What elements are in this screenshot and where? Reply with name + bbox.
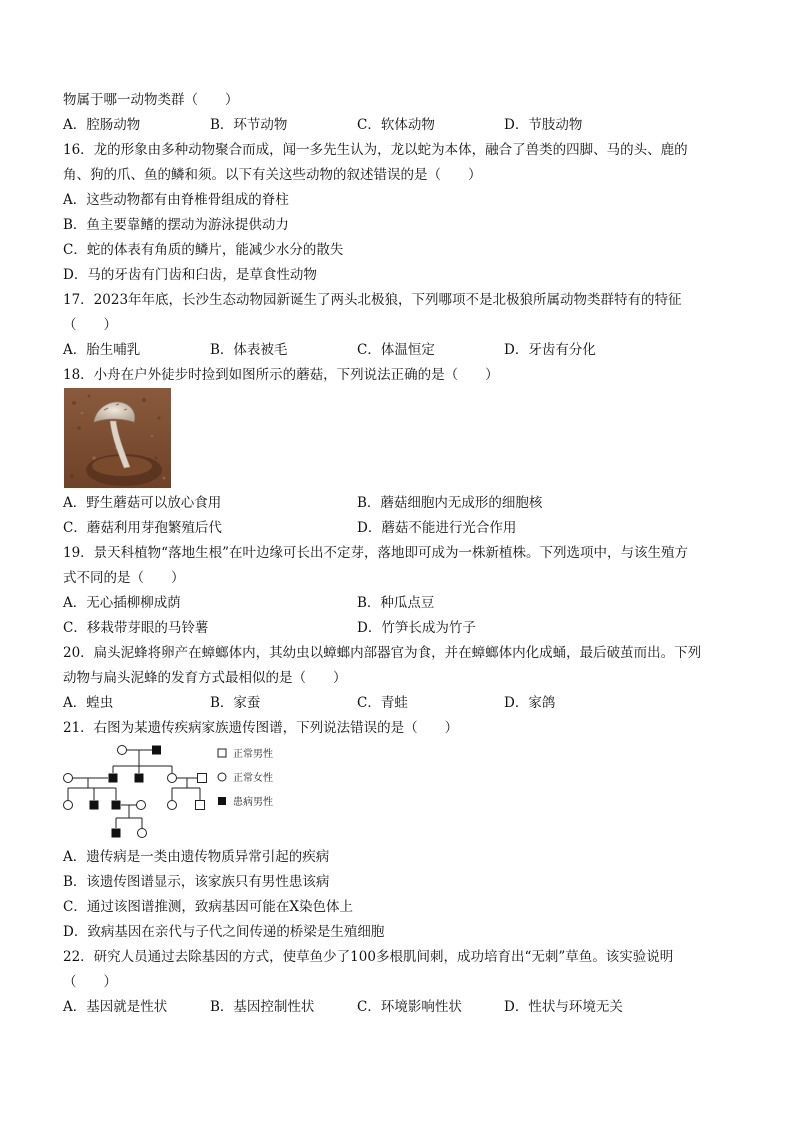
legend-female-normal-label: 正常女性 [233, 773, 273, 784]
q21-option-a: A．遗传病是一类由遗传物质异常引起的疾病 [63, 849, 330, 865]
q19-stem-line1: 19．景天科植物“落地生根”在叶边缘可长出不定芽，落地即可成为一株新植株。下列选项中，与该生殖方 [63, 545, 688, 561]
pedigree-male-affected [135, 774, 144, 783]
q21-option-b: B．该遗传图谱显示，该家族只有男性患该病 [63, 874, 330, 890]
legend-male-affected-label: 患病男性 [233, 797, 273, 808]
pedigree-male-affected [109, 774, 118, 783]
q18-option-c: C．蘑菇利用芽孢繁殖后代 [63, 520, 222, 536]
q15-option-a: A．腔肠动物 [63, 117, 141, 133]
q22-stem-line2: （ ） [63, 974, 117, 990]
q18-option-a: A．野生蘑菇可以放心食用 [63, 495, 222, 511]
pedigree-male-normal [196, 801, 205, 810]
pedigree-female-normal [118, 746, 127, 755]
pedigree-male-affected [90, 801, 99, 810]
q15-stem: 物属于哪一动物类群（ ） [63, 92, 239, 108]
q16-option-b: B．鱼主要靠鳍的摆动为游泳提供动力 [63, 217, 289, 233]
pedigree-female-normal [168, 801, 177, 810]
pedigree-male-affected [152, 746, 161, 755]
q22-option-a: A．基因就是性状 [63, 999, 168, 1015]
q16-stem-line2: 角、狗的爪、鱼的鳞和须。以下有关这些动物的叙述错误的是（ ） [63, 167, 482, 183]
pedigree-female-normal [137, 801, 146, 810]
q20-option-b: B．家蚕 [210, 695, 261, 711]
q21-option-c: C．通过该图谱推测，致病基因可能在X染色体上 [63, 899, 353, 915]
q17-stem-line2: （ ） [63, 317, 117, 333]
q19-option-a: A．无心插柳柳成荫 [63, 595, 181, 611]
q20-option-d: D．家鸽 [504, 695, 556, 711]
q21-stem: 21．右图为某遗传疾病家族遗传图谱，下列说法错误的是（ ） [63, 720, 459, 736]
q20-stem-line2: 动物与扁头泥蜂的发育方式最相似的是（ ） [63, 670, 347, 686]
q15-option-c: C．软体动物 [357, 117, 435, 133]
q19-stem-line2: 式不同的是（ ） [63, 570, 185, 586]
q17-option-b: B．体表被毛 [210, 342, 288, 358]
q15-option-d: D．节肢动物 [504, 117, 583, 133]
pedigree-female-normal [168, 774, 177, 783]
q17-stem-line1: 17．2023年年底，长沙生态动物园新诞生了两头北极狼，下列哪项不是北极狼所属动物类群特有的特征 [63, 292, 682, 308]
pedigree-male-normal [198, 774, 207, 783]
legend-male-normal-symbol [218, 749, 226, 757]
q19-option-b: B．种瓜点豆 [357, 595, 435, 611]
q20-option-c: C．青蛙 [357, 695, 408, 711]
q17-option-a: A．胎生哺乳 [63, 342, 141, 358]
q22-option-c: C．环境影响性状 [357, 999, 462, 1015]
q17-option-c: C．体温恒定 [357, 342, 435, 358]
q17-option-d: D．牙齿有分化 [504, 342, 596, 358]
pedigree-chart [60, 740, 290, 840]
q16-option-c: C．蛇的体表有角质的鳞片，能减少水分的散失 [63, 242, 344, 258]
q16-stem-line1: 16．龙的形象由多种动物聚合而成，闻一多先生认为，龙以蛇为本体，融合了兽类的四脚、马的头、鹿的 [63, 142, 688, 158]
pedigree-male-affected [112, 801, 121, 810]
pedigree-female-normal [64, 774, 73, 783]
pedigree-female-normal [64, 801, 73, 810]
mushroom-photo [64, 388, 171, 488]
legend-male-affected-symbol [218, 797, 226, 805]
q20-option-a: A．蝗虫 [63, 695, 114, 711]
q20-stem-line1: 20．扁头泥蜂将卵产在蟑螂体内，其幼虫以蟑螂内部器官为食，并在蟑螂体内化成蛹，最后破茧而出。下列 [63, 645, 702, 661]
q18-option-b: B．蘑菇细胞内无成形的细胞核 [357, 495, 543, 511]
legend-female-normal-symbol [218, 773, 226, 781]
pedigree-male-affected [112, 829, 121, 838]
q22-stem-line1: 22．研究人员通过去除基因的方式，使草鱼少了100多根肌间刺，成功培育出“无刺”草鱼。该实验说明 [63, 949, 674, 965]
pedigree-female-normal [138, 829, 147, 838]
q16-option-a: A．这些动物都有由脊椎骨组成的脊柱 [63, 192, 289, 208]
q18-option-d: D．蘑菇不能进行光合作用 [357, 520, 517, 536]
q19-option-c: C．移栽带芽眼的马铃薯 [63, 620, 209, 636]
q15-option-b: B．环节动物 [210, 117, 288, 133]
q19-option-d: D．竹笋长成为竹子 [357, 620, 476, 636]
q21-option-d: D．致病基因在亲代与子代之间传递的桥梁是生殖细胞 [63, 924, 385, 940]
q16-option-d: D．马的牙齿有门齿和臼齿，是草食性动物 [63, 267, 317, 283]
legend-male-normal-label: 正常男性 [233, 749, 273, 760]
q22-option-b: B．基因控制性状 [210, 999, 315, 1015]
q22-option-d: D．性状与环境无关 [504, 999, 623, 1015]
q18-stem: 18．小舟在户外徒步时捡到如图所示的蘑菇，下列说法正确的是（ ） [63, 367, 499, 383]
